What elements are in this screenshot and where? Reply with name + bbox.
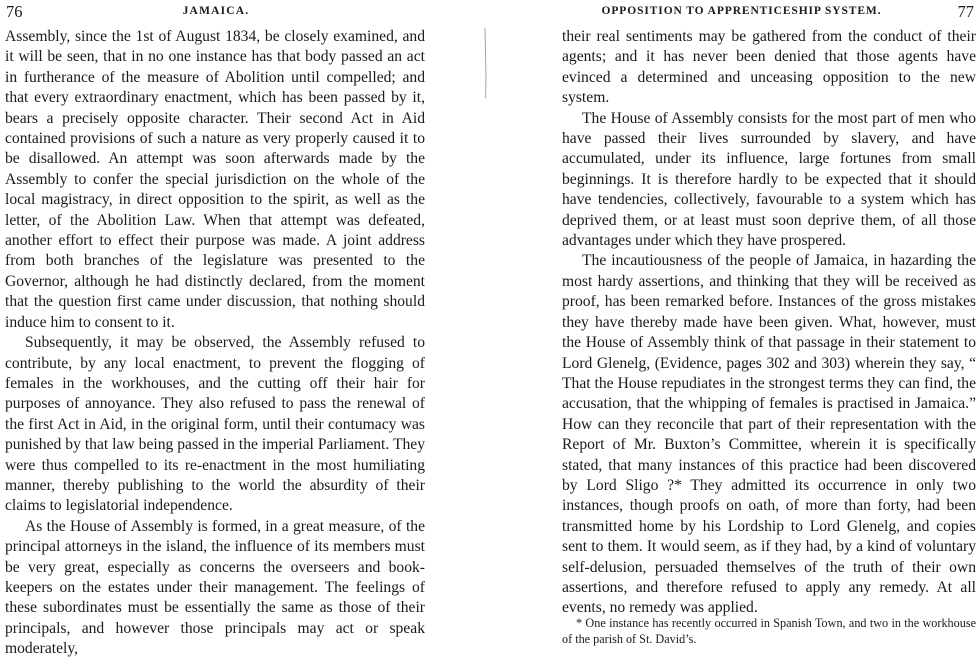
- paragraph: their real sentiments may be gathered from the conduct of their agents; and it has never been denied that those agents have evinced a determined and unceasing opposition to the new system.: [562, 28, 976, 107]
- paragraph: Assembly, since the 1st of August 1834, be closely examined, and it will be seen, that in no one instance has that body passed an act in furtherance of the measure of Abolition until compelled; and that every extraordinary enactment, which has been passed by it, bears a precisely opposite character. Their second Act in Aid contained provisions of such a nature as very properly caused it to be disallowed. An attempt was soon afterwards made by the Assembly to confer the special jurisdiction on the whole of the local magistracy, in direct opposition to the spirit, as well as the letter, of the Abolition Law. When that attempt was defeated, another effort to effect their purpose was made. A joint address from both branches of the legislature was presented to the Governor, although he had distinctly declared, from the moment that the question first came under discussion, that nothing should induce him to consent to it.: [5, 28, 425, 331]
- paragraph: The incautiousness of the people of Jamaica, in hazarding the most hardy assertions, and thinking that they will be received as proof, has been remarked before. Instances of the gross mistakes they have thereby made have been given. What, however, must the House of Assembly think of that passage in their statement to Lord Glenelg, (Evidence, pages 302 and 303) wherein they say, “ That the House repudiates in the strongest terms they can find, the accusation, that the whipping of females is practised in Jamaica.” How can they reconcile that part of their representation with the Report of Mr. Buxton’s Committee, wherein it is specifically stated, that many instances of this practice had been discovered by Lord Sligo ?* They admitted its occurrence in only two instances, though proofs on oath, of more than forty, had been transmitted home by his Lordship to Lord Glenelg, and copies sent to them. It would seem, as if they had, by a kind of voluntary self-delusion, persuaded themselves of the truth of their own assertions, and therefore refused to apply any remedy. At all events, no remedy was applied.: [562, 252, 976, 617]
- page-number: 76: [6, 2, 23, 21]
- paragraph: Subsequently, it may be observed, the Assembly refused to contribute, by any local enactment, to prevent the flogging of females in the workhouses, and the cutting off their hair for purposes of annoyance. They also refused to pass the renewal of the first Act in Aid, in the original form, until their contumacy was punished by that law being passed in the imperial Parliament. They were thus compelled to its re-enactment in the most humiliating manner, thereby publishing to the world the absurdity of their claims to legislatorial independence.: [5, 334, 425, 515]
- left-body-text: [5, 27, 425, 657]
- running-head-title: JAMAICA.: [182, 5, 250, 17]
- right-body-text: [562, 27, 976, 619]
- paragraph: As the House of Assembly is formed, in a great measure, of the principal attorneys in the island, the influence of its members must be very great, especially as concerns the overseers and book-keepers on the estates under their management. The feelings of these subordinates must be essentially the same as those of their principals, and however those principals may act or speak moderately,: [5, 517, 425, 657]
- left-page: [0, 0, 432, 657]
- running-head-title: OPPOSITION TO APPRENTICESHIP SYSTEM.: [601, 5, 882, 17]
- left-running-head: [0, 2, 432, 22]
- footnote: * One instance has recently occurred in Spanish Town, and two in the workhouse of the parish of St. David’s.: [562, 616, 976, 646]
- right-running-head: [553, 2, 980, 22]
- right-page: [553, 0, 980, 657]
- paragraph: The House of Assembly consists for the most part of men who have passed their lives surrounded by slavery, and have accumulated, under its influence, large fortunes from small beginnings. It is therefore hardly to be expected that it should have tendencies, collectively, favourable to a system which has deprived them, or at least must soon deprive them, of all those advantages under which they have prospered.: [562, 109, 976, 250]
- gutter-shadow: [484, 28, 487, 98]
- page-number: 77: [957, 2, 974, 21]
